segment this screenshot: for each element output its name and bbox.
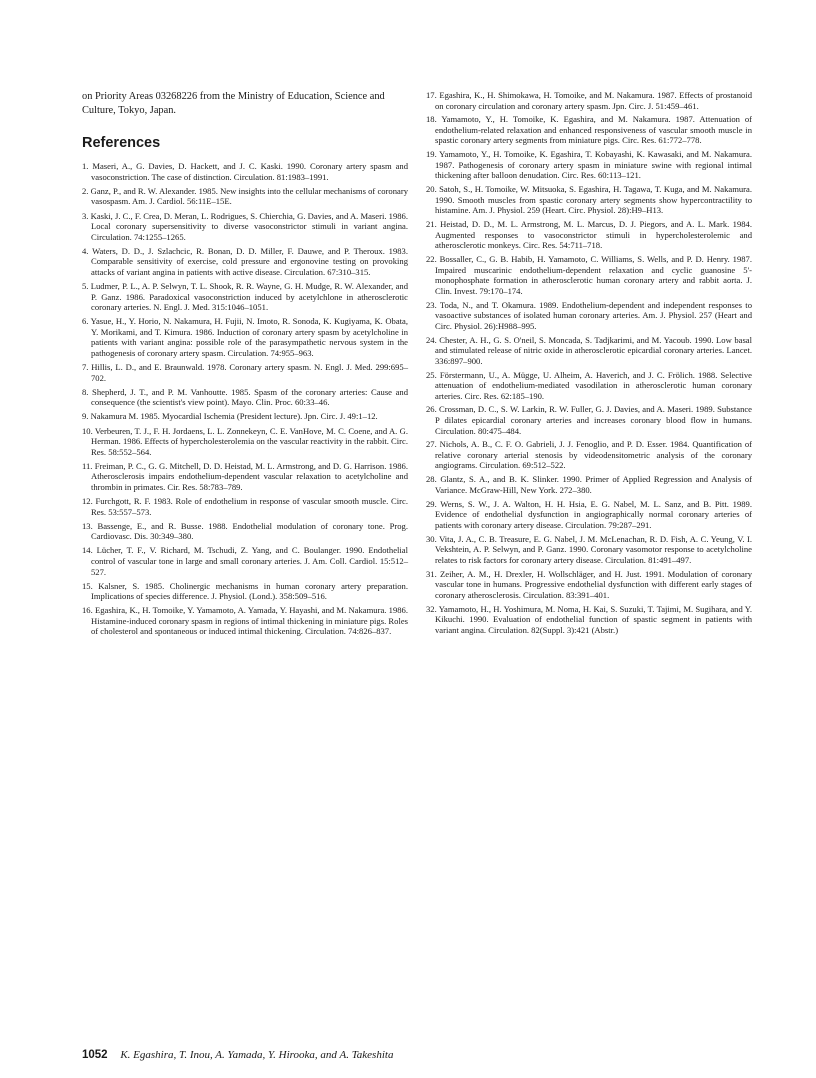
reference-item: 2. Ganz, P., and R. W. Alexander. 1985. New insights into the cellular mechanisms of coronary vasospasm. Am. J. Cardiol. 56:11E–15E. [82, 185, 408, 207]
reference-item: 4. Waters, D. D., J. Szlachcic, R. Bonan, D. D. Miller, F. Dauwe, and P. Theroux. 1983. Comparable sensitivity of exercise, cold pressure and ergonovine testing on provoking attacks of variant angina in patients with active disease. Circulation. 67:310–315. [82, 245, 408, 277]
acknowledgment-text: on Priority Areas 03268226 from the Ministry of Education, Science and Culture, Tokyo, Japan. [82, 91, 385, 116]
reference-item: 20. Satoh, S., H. Tomoike, W. Mitsuoka, S. Egashira, H. Tagawa, T. Kuga, and M. Nakamura. 1990. Smooth muscles from spastic coronary artery segments show hypercontractility to histamine. Am. J. Physiol. 259 (Heart. Circ. Physiol. 28):H9–H13. [426, 184, 752, 216]
page-footer [82, 1049, 393, 1061]
reference-item: 19. Yamamoto, Y., H. Tomoike, K. Egashira, T. Kobayashi, K. Kawasaki, and M. Nakamura. 1987. Pathogenesis of coronary artery spasm in miniature swine with regional intimal thickening after balloon denudation. Circ. Res. 60:113–121. [426, 149, 752, 181]
reference-item: 5. Ludmer, P. L., A. P. Selwyn, T. L. Shook, R. R. Wayne, G. H. Mudge, R. W. Alexander, and P. Ganz. 1986. Paradoxical vasoconstriction induced by acetylchlone in atherosclerotic coronary arteries. N. Engl. J. Med. 315:1046–1051. [82, 281, 408, 313]
reference-item: 23. Toda, N., and T. Okamura. 1989. Endothelium-dependent and independent responses to vasoactive substances of isolated human coronary arteries. Am. J. Physiol. 257 (Heart and Circ. Physiol. 26):H988–995. [426, 299, 752, 331]
reference-list-right [426, 90, 752, 635]
reference-item: 18. Yamamoto, Y., H. Tomoike, K. Egashira, and M. Nakamura. 1987. Attenuation of endothelium-related relaxation and enhanced responsiveness of vascular smooth muscle in spastic coronary artery segments from miniature pigs. Circ. Res. 61:772–778. [426, 114, 752, 146]
reference-item: 15. Kalsner, S. 1985. Cholinergic mechanisms in human coronary artery preparation. Implications of species difference. J. Physiol. (Lond.). 358:509–516. [82, 580, 408, 602]
reference-item: 28. Glantz, S. A., and B. K. Slinker. 1990. Primer of Applied Regression and Analysis of Variance. McGraw-Hill, New York. 272–380. [426, 474, 752, 495]
reference-item: 21. Heistad, D. D., M. L. Armstrong, M. L. Marcus, D. J. Piegors, and A. L. Mark. 1984. Augmented responses to vasoconstrictor stimuli in hypercholesterolemic and atherosclerotic monkeys. Circ. Res. 54:711–718. [426, 219, 752, 251]
left-column [82, 90, 408, 641]
reference-item: 8. Shepherd, J. T., and P. M. Vanhoutte. 1985. Spasm of the coronary arteries: Cause and consequence (the scientist's view point). Mayo. Clin. Proc. 60:33–46. [82, 386, 408, 408]
reference-item: 14. Lücher, T. F., V. Richard, M. Tschudi, Z. Yang, and C. Boulanger. 1990. Endothelial control of vascular tone in large and small coronary arteries. J. Am. Coll. Cardiol. 15:512–527. [82, 545, 408, 577]
reference-item: 11. Freiman, P. C., G. G. Mitchell, D. D. Heistad, M. L. Armstrong, and D. G. Harrison. 1986. Atherosclerosis impairs endothelium-dependent vascular relaxation to acetylcholine and thrombin in primates. Cir. Res. 58:783–789. [82, 460, 408, 492]
reference-item: 16. Egashira, K., H. Tomoike, Y. Yamamoto, A. Yamada, Y. Hayashi, and M. Nakamura. 1986. Histamine-induced coronary spasm in regions of intimal thickening in miniature pigs. Roles of cholesterol and spontaneous or induced intimal thickening. Circulation. 74:826–837. [82, 605, 408, 637]
reference-item: 32. Yamamoto, H., H. Yoshimura, M. Noma, H. Kai, S. Suzuki, T. Tajimi, M. Sugihara, and Y. Kikuchi. 1990. Evaluation of endothelial function of spastic segment in patients with variant angina. Circulation. 82(Suppl. 3):421 (Abstr.) [426, 603, 752, 635]
reference-item: 9. Nakamura M. 1985. Myocardial Ischemia (President lecture). Jpn. Circ. J. 49:1–12. [82, 411, 378, 422]
right-column [426, 90, 752, 638]
reference-item: 3. Kaski, J. C., F. Crea, D. Meran, L. Rodrigues, S. Chierchia, G. Davies, and A. Maseri. 1986. Local coronary supersensitivity to diverse vasoconstrictor stimuli in variant angina. Circulation. 74:1255–1265. [82, 210, 408, 242]
reference-item: 27. Nichols, A. B., C. F. O. Gabrieli, J. J. Fenoglio, and P. D. Esser. 1984. Quantification of relative coronary arterial stenosis by videodensitometric analysis of the coronary angiograms. Circulation. 69:512–522. [426, 439, 752, 471]
reference-item: 29. Werns, S. W., J. A. Walton, H. H. Hsia, E. G. Nabel, M. L. Sanz, and B. Pitt. 1989. Evidence of endothelial dysfunction in angiographically normal coronary arteries of patients with coronary artery disease. Circulation. 79:287–291. [426, 498, 752, 530]
reference-item: 24. Chester, A. H., G. S. O'neil, S. Moncada, S. Tadjkarimi, and M. Yacoub. 1990. Low basal and stimulated release of nitric oxide in atherosclerotic epicardial coronary arteries. Lancet. 336:897–900. [426, 334, 752, 366]
reference-item: 31. Zeiher, A. M., H. Drexler, H. Wollschläger, and H. Just. 1991. Modulation of coronary vascular tone in humans. Progressive endothelial dysfunction with different early stages of coronary atherosclerosis. Circulation. 83:391–401. [426, 568, 752, 600]
reference-item: 7. Hillis, L. D., and E. Braunwald. 1978. Coronary artery spasm. N. Engl. J. Med. 299:695–702. [82, 362, 408, 383]
reference-item: 6. Yasue, H., Y. Horio, N. Nakamura, H. Fujii, N. Imoto, R. Sonoda, K. Kugiyama, K. Obata, Y. Morikami, and T. Kimura. 1986. Induction of coronary artery spasm by acetylcholine in patients with variant angina: possible role of the parasympathetic nervous system in the pathogenesis of coronary artery spasm. Circulation. 74:955–963. [82, 316, 408, 358]
references-heading: References [82, 135, 161, 152]
reference-item: 26. Crossman, D. C., S. W. Larkin, R. W. Fuller, G. J. Davies, and A. Maseri. 1989. Substance P dilates epicardial coronary arteries and increases coronary blood flow in humans. Circulation. 80:475–484. [426, 404, 752, 436]
reference-item: 10. Verbeuren, T. J., F. H. Jordaens, L. L. Zonnekeyn, C. E. VanHove, M. C. Coene, and A. G. Herman. 1986. Effects of hypercholesterolemia on the vascular reactivity in the rabbit. Circ. Res. 58:552–564. [82, 425, 408, 457]
running-authors: K. Egashira, T. Inou, A. Yamada, Y. Hirooka, and A. Takeshita [120, 1049, 394, 1061]
reference-item: 17. Egashira, K., H. Shimokawa, H. Tomoike, and M. Nakamura. 1987. Effects of prostanoid on coronary circulation and coronary artery spasm. Jpn. Circ. J. 51:459–461. [426, 90, 752, 111]
reference-list-left [82, 161, 408, 637]
reference-item: 22. Bossaller, C., G. B. Habib, H. Yamamoto, C. Williams, S. Wells, and P. D. Henry. 1987. Impaired muscarinic endothelium-dependent relaxation and cyclic guanosine 5'-monophosphate formation in atherosclerotic human coronary artery and rabbit aorta. J. Clin. Invest. 79:170–174. [426, 254, 752, 296]
reference-item: 25. Förstermann, U., A. Mügge, U. Alheim, A. Haverich, and J. C. Frölich. 1988. Selective attenuation of endothelium-mediated vasodilation in atherosclerotic human coronary arteries. Circ. Res. 62:185–190. [426, 369, 752, 401]
page-number: 1052 [82, 1049, 108, 1061]
reference-item: 13. Bassenge, E., and R. Busse. 1988. Endothelial modulation of coronary tone. Prog. Cardiovasc. Dis. 30:349–380. [82, 520, 408, 542]
reference-item: 30. Vita, J. A., C. B. Treasure, E. G. Nabel, J. M. McLenachan, R. D. Fish, A. C. Yeung, V. I. Vekshtein, A. P. Selwyn, and P. Ganz. 1990. Coronary vasomotor response to acetylcholine relates to risk factors for coronary artery disease. Circulation. 81:491–497. [426, 533, 752, 565]
reference-item: 1. Maseri, A., G. Davies, D. Hackett, and J. C. Kaski. 1990. Coronary artery spasm and vasoconstriction. The case of distinction. Circulation. 81:1983–1991. [82, 161, 408, 182]
reference-item: 12. Furchgott, R. F. 1983. Role of endothelium in response of vascular smooth muscle. Circ. Res. 53:557–573. [82, 496, 408, 517]
